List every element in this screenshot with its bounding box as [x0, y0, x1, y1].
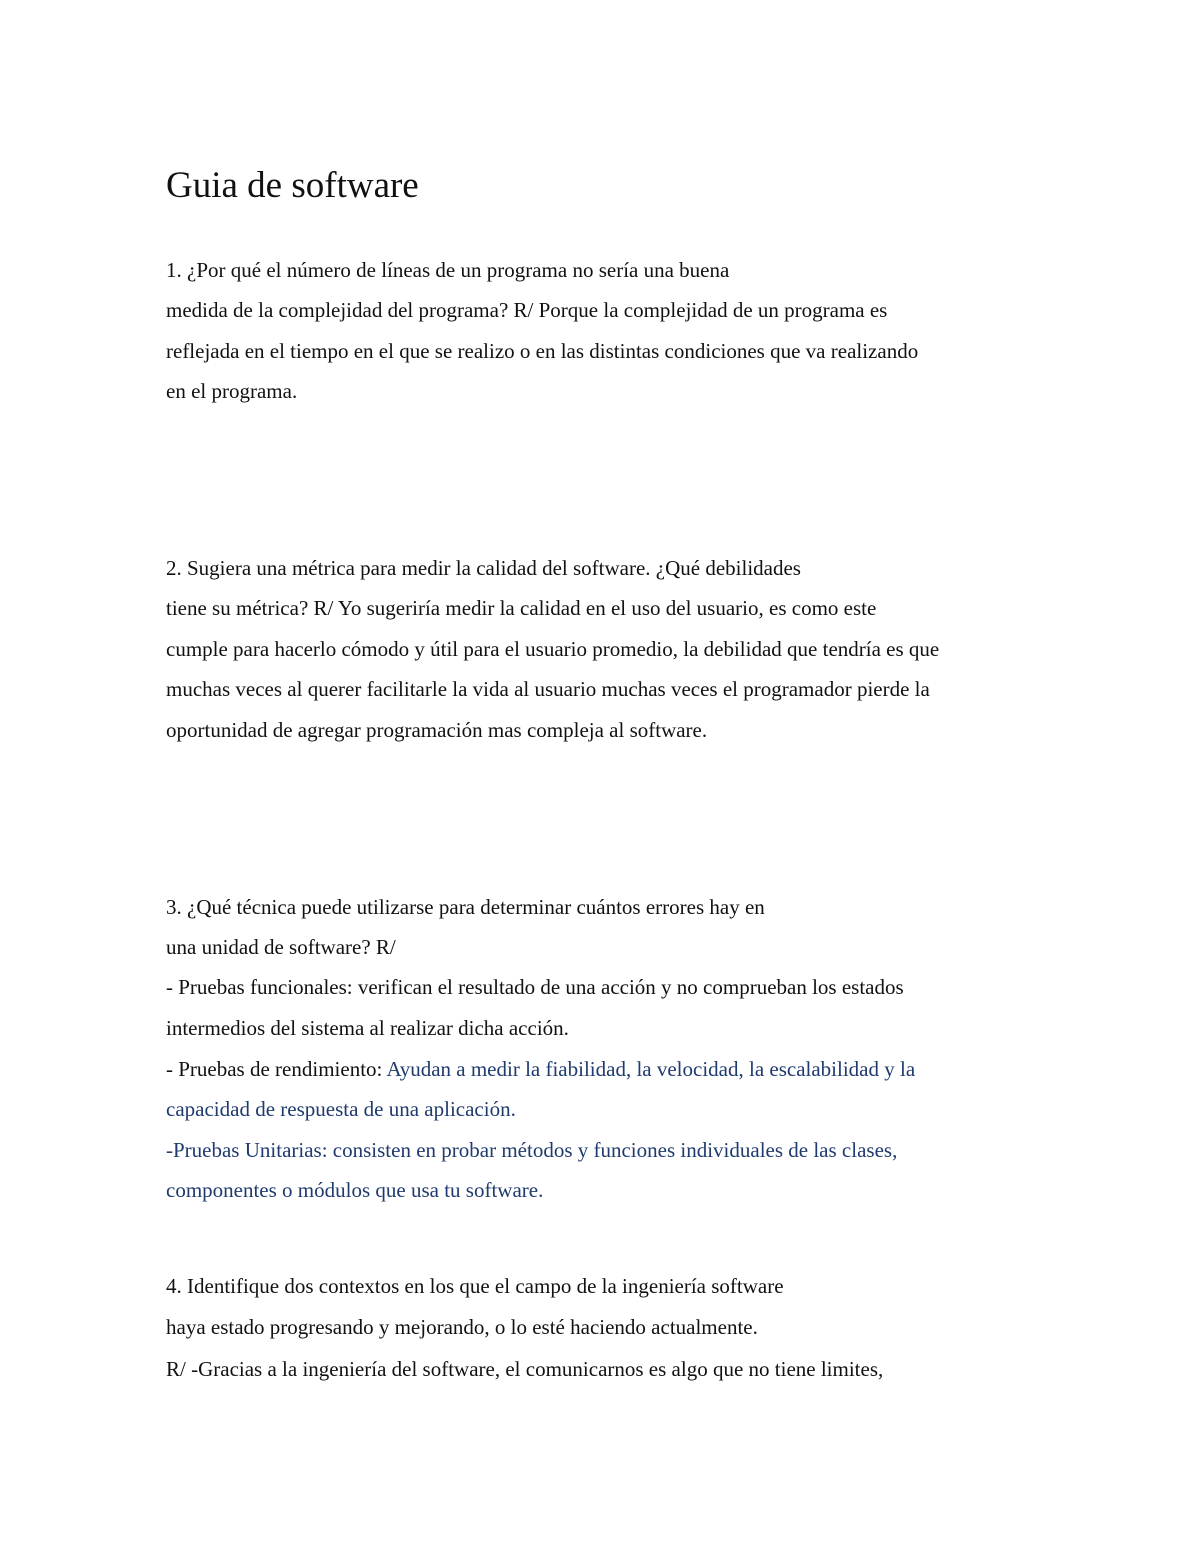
q1-line-2: medida de la complejidad del programa? R/ Porque la complejidad de un programa es	[166, 298, 888, 322]
q3-unitarias-line-1: -Pruebas Unitarias: consisten en probar métodos y funciones individuales de las clases,	[166, 1138, 898, 1162]
q4-line-1: 4. Identifique dos contextos en los que el campo de la ingeniería software	[166, 1274, 784, 1298]
q3-rendimiento-line-1	[166, 1055, 915, 1083]
q3-line-2: una unidad de software? R/	[166, 935, 396, 959]
q2-line-1: 2. Sugiera una métrica para medir la calidad del software. ¿Qué debilidades	[166, 556, 801, 580]
q2-line-2: tiene su métrica? R/ Yo sugeriría medir la calidad en el uso del usuario, es como este	[166, 596, 877, 620]
q3-line-4: intermedios del sistema al realizar dicha acción.	[166, 1016, 569, 1040]
q3-unitarias-line-2: componentes o módulos que usa tu software.	[166, 1178, 544, 1202]
q2-line-4: muchas veces al querer facilitarle la vida al usuario muchas veces el programador pierde la	[166, 677, 930, 701]
q2-line-3: cumple para hacerlo cómodo y útil para el usuario promedio, la debilidad que tendría es que	[166, 637, 940, 661]
q3-rendimiento-line-2: capacidad de respuesta de una aplicación.	[166, 1097, 516, 1121]
q1-line-4: en el programa.	[166, 379, 298, 403]
q4-line-2: haya estado progresando y mejorando, o lo esté haciendo actualmente.	[166, 1315, 758, 1339]
q2-line-5: oportunidad de agregar programación mas compleja al software.	[166, 718, 708, 742]
q3-line-1: 3. ¿Qué técnica puede utilizarse para determinar cuántos errores hay en	[166, 895, 765, 919]
q3-line-3: - Pruebas funcionales: verifican el resultado de una acción y no comprueban los estados	[166, 975, 904, 999]
q4-line-3: R/ -Gracias a la ingeniería del software, el comunicarnos es algo que no tiene limites,	[166, 1357, 884, 1381]
rendimiento-text: Ayudan a medir la fiabilidad, la velocidad, la escalabilidad y la	[386, 1057, 916, 1081]
q1-line-3: reflejada en el tiempo en el que se realizo o en las distintas condiciones que va realizando	[166, 339, 919, 363]
rendimiento-label: - Pruebas de rendimiento:	[166, 1057, 387, 1081]
q1-line-1: 1. ¿Por qué el número de líneas de un programa no sería una buena	[166, 258, 730, 282]
document-title: Guia de software	[166, 165, 419, 206]
